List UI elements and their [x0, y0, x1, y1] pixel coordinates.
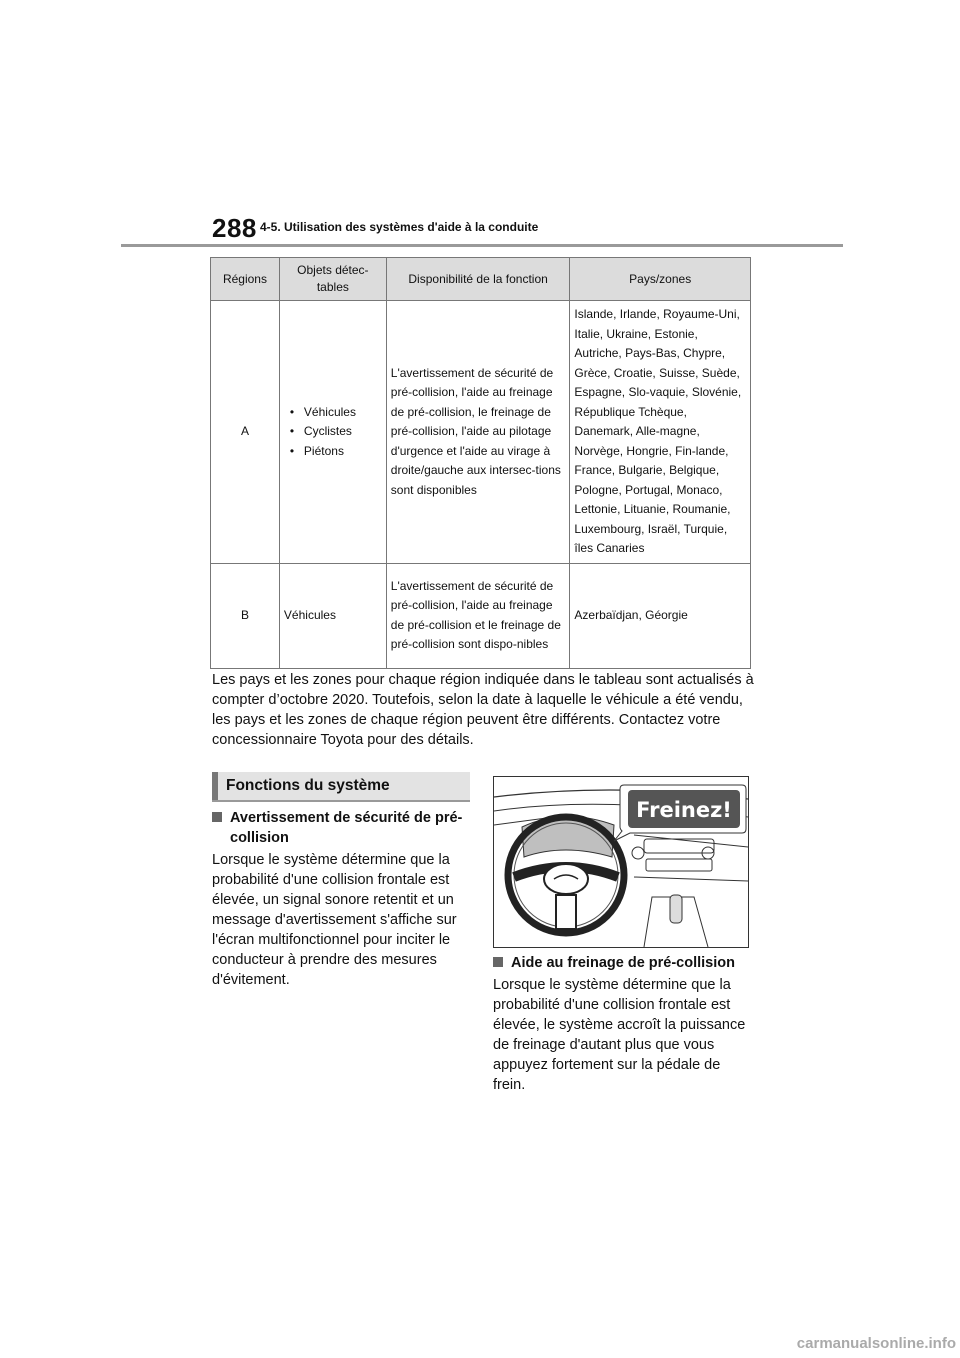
region-cell: B — [211, 563, 280, 668]
page-number: 288 — [212, 213, 257, 243]
countries-cell: Azerbaïdjan, Géorgie — [570, 563, 751, 668]
dashboard-drawing — [494, 777, 748, 947]
table-header-row — [211, 258, 751, 301]
square-bullet-icon — [493, 957, 503, 967]
section-header: 4-5. Utilisation des systèmes d'aide à la conduite — [260, 220, 539, 234]
function-cell: L'avertissement de sécurité de pré-collision, l'aide au freinage de pré-collision, le freinage de pré-collision, l'aide au pilotage d'urgence et l'aide au virage à droite/gauche aux intersec-tions sont disponibles — [386, 301, 570, 564]
objects-list — [284, 403, 382, 462]
dashboard-illustration — [493, 776, 749, 948]
feature-body-brake-assist: Lorsque le système détermine que la probabilité d'une collision frontale est élevée, le système accroît la puissance de freinage d'autant plus que vous appuyez fortement sur la pédale de frein. — [493, 977, 746, 1093]
col-header-function: Disponibilité de la fonction — [386, 258, 570, 301]
feature-heading-warning — [212, 808, 470, 848]
list-item: • Cyclistes — [290, 422, 382, 442]
speech-bubble-icon — [614, 785, 746, 841]
watermark: carmanualsonline.info — [796, 1335, 956, 1352]
objects-cell: Véhicules — [279, 563, 386, 668]
feature-body-warning: Lorsque le système détermine que la probabilité d'une collision frontale est élevée, un signal sonore retentit et un message d'avertissement s'affiche sur l'écran multifonctionnel pour inciter le conducteur à prendre des mesures d'évitement. — [212, 852, 457, 988]
regions-table — [210, 257, 751, 669]
feature-heading-text: Avertissement de sécurité de pré-collision — [230, 810, 463, 846]
feature-heading-text: Aide au freinage de pré-collision — [511, 955, 735, 971]
list-item: • Véhicules — [290, 403, 382, 423]
col-header-regions: Régions — [211, 258, 280, 301]
col-header-objects — [279, 258, 386, 301]
bubble-text: Freinez! — [636, 798, 732, 822]
section-heading-bar — [212, 772, 218, 800]
region-cell: A — [211, 301, 280, 564]
availability-note: Les pays et les zones pour chaque région indiquée dans le tableau sont actualisés à compter d’octobre 2020. Toutefois, selon la date à laquelle le véhicule a été vendu, les pays et les zones de chaque région peuvent être différents. Contactez votre concessionnaire Toyota pour des détails. — [212, 672, 754, 748]
header-rule — [121, 244, 843, 247]
col-header-objects-label: Objets détec- tables — [297, 263, 369, 294]
section-heading — [212, 772, 470, 802]
table-row — [211, 563, 751, 668]
objects-cell — [279, 301, 386, 564]
square-bullet-icon — [212, 812, 222, 822]
table-row — [211, 301, 751, 564]
col-header-countries: Pays/zones — [570, 258, 751, 301]
list-item: • Piétons — [290, 442, 382, 462]
countries-cell: Islande, Irlande, Royaume-Uni, Italie, Ukraine, Estonie, Autriche, Pays-Bas, Chypre, Grèce, Croatie, Suisse, Suède, Espagne, Slo-vaquie, Slovénie, République Tchèque, Danemark, Alle-magne, Norvège, Hongrie, Fin-lande, France, Bulgarie, Belgique, Pologne, Portugal, Monaco, Lettonie, Lituanie, Roumanie, Luxembourg, Israël, Turquie, îles Canaries — [570, 301, 751, 564]
function-cell: L'avertissement de sécurité de pré-collision, l'aide au freinage de pré-collision et le freinage de pré-collision sont dispo-nibles — [386, 563, 570, 668]
section-heading-title: Fonctions du système — [226, 777, 390, 794]
feature-heading-brake-assist — [493, 953, 751, 973]
